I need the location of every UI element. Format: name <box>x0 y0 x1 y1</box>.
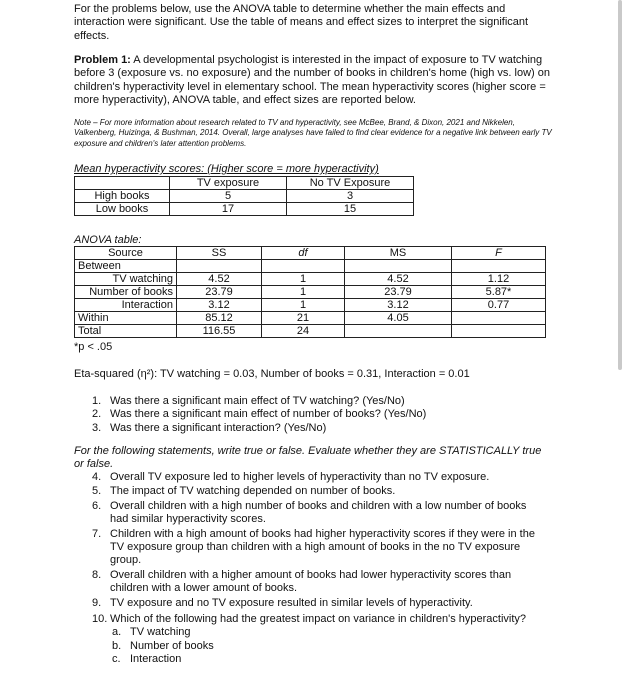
anova-source: Number of books <box>75 286 177 299</box>
anova-header-source: Source <box>75 247 177 260</box>
anova-cell <box>452 260 546 273</box>
means-cell: 3 <box>287 190 414 203</box>
anova-cell <box>345 260 452 273</box>
anova-source: Interaction <box>75 299 177 312</box>
list-item: 7. Children with a high amount of books had higher hyperactivity scores if they were in the TV exposure group than children with a high amount of books in the no TV exposure group. <box>92 527 535 567</box>
anova-cell: 24 <box>262 325 345 338</box>
list-item: c. Interaction <box>112 653 182 666</box>
anova-header-ms: MS <box>345 247 452 260</box>
means-cell: 17 <box>170 203 287 216</box>
means-row-label: Low books <box>75 203 170 216</box>
means-cell: 15 <box>287 203 414 216</box>
statement-list <box>92 471 547 611</box>
anova-cell <box>452 325 546 338</box>
means-col-notv: No TV Exposure <box>287 177 414 190</box>
anova-cell: 21 <box>262 312 345 325</box>
anova-cell <box>452 312 546 325</box>
anova-header-ss: SS <box>177 247 262 260</box>
list-item: 9. TV exposure and no TV exposure resulted in similar levels of hyperactivity. <box>92 596 473 609</box>
means-col-tv: TV exposure <box>170 177 287 190</box>
list-item: 2. Was there a significant main effect of number of books? (Yes/No) <box>92 408 427 421</box>
means-header-row <box>75 177 414 190</box>
list-item: 3. Was there a significant interaction? (Yes/No) <box>92 421 327 434</box>
problem-text: A developmental psychologist is interested in the impact of exposure to TV watching before 3 (exposure vs. no exposure) and the number of books in children's home (high vs. low) on children's hyperactivity level in elementary school. The mean hyperactivity scores (higher score = more hyperactivity), ANOVA table, and effect sizes are reported below. <box>74 54 550 107</box>
question-10-options <box>112 626 547 666</box>
table-row <box>75 286 546 299</box>
anova-cell: 4.05 <box>345 312 452 325</box>
true-false-instructions: For the following statements, write true or false. Evaluate whether they are STATISTICALLY true or false. <box>74 445 542 471</box>
list-item: 1. Was there a significant main effect of TV watching? (Yes/No) <box>92 395 405 407</box>
list-item: b. Number of books <box>112 639 214 652</box>
table-row <box>75 260 546 273</box>
list-item: 5. The impact of TV watching depended on number of books. <box>92 485 396 498</box>
significance-footnote: *p < .05 <box>74 341 113 353</box>
anova-cell: 5.87* <box>452 286 546 299</box>
means-table <box>74 176 414 216</box>
anova-cell: 0.77 <box>452 299 546 312</box>
anova-cell: 4.52 <box>345 273 452 286</box>
anova-cell: 85.12 <box>177 312 262 325</box>
table-row <box>75 273 546 286</box>
table-row <box>75 299 546 312</box>
list-item: 8. Overall children with a higher amount of books had lower hyperactivity scores than children with a lower amount of books. <box>92 568 512 595</box>
table-row <box>75 203 414 216</box>
question-10-stem: 10. Which of the following had the greatest impact on variance in children's hyperactivity? <box>92 613 527 625</box>
list-item: a. TV watching <box>112 626 191 639</box>
anova-cell: 1 <box>262 273 345 286</box>
means-row-label: High books <box>75 190 170 203</box>
list-item: 6. Overall children with a high number of books and children with a low number of books had similar hyperactivity scores. <box>92 499 527 526</box>
anova-between-label: Between <box>75 260 177 273</box>
anova-header-df: df <box>262 247 345 260</box>
anova-source: TV watching <box>75 273 177 286</box>
anova-cell: 3.12 <box>345 299 452 312</box>
anova-table <box>74 246 546 338</box>
list-item: 4. Overall TV exposure led to higher levels of hyperactivity than no TV exposure. <box>92 471 490 483</box>
anova-header-f: F <box>452 247 546 260</box>
anova-header-row <box>75 247 546 260</box>
intro-paragraph: For the problems below, use the ANOVA table to determine whether the main effects and interaction were significant. Use the table of means and effect sizes to interpret the significant effects. <box>74 3 529 42</box>
anova-source: Within <box>75 312 177 325</box>
anova-source: Total <box>75 325 177 338</box>
table-row <box>75 325 546 338</box>
problem-label: Problem 1: <box>74 54 131 66</box>
anova-cell <box>262 260 345 273</box>
anova-table-title: ANOVA table: <box>74 234 142 246</box>
anova-cell: 23.79 <box>345 286 452 299</box>
anova-cell: 116.55 <box>177 325 262 338</box>
question-list <box>92 395 542 435</box>
means-corner-cell <box>75 177 170 190</box>
question-10 <box>92 613 547 667</box>
table-row <box>75 190 414 203</box>
anova-cell: 1 <box>262 299 345 312</box>
anova-cell: 3.12 <box>177 299 262 312</box>
anova-cell <box>345 325 452 338</box>
anova-cell: 4.52 <box>177 273 262 286</box>
anova-cell <box>177 260 262 273</box>
table-row <box>75 312 546 325</box>
research-note: Note – For more information about research related to TV and hyperactivity, see McBee, Brand, & Dixon, 2021 and Nikkelen, Valkenberg, Huizinga, & Bushman, 2014. Overall, large analyses have failed to find clear evidence for a negative link between early TV exposure and children's later attention problems. <box>74 118 552 148</box>
problem-paragraph <box>74 54 554 108</box>
anova-cell: 1.12 <box>452 273 546 286</box>
eta-squared-line: Eta-squared (η²): TV watching = 0.03, Number of books = 0.31, Interaction = 0.01 <box>74 368 470 380</box>
scrollbar[interactable] <box>618 0 622 370</box>
anova-cell: 23.79 <box>177 286 262 299</box>
anova-cell: 1 <box>262 286 345 299</box>
means-table-title: Mean hyperactivity scores: (Higher score = more hyperactivity) <box>74 163 379 175</box>
means-cell: 5 <box>170 190 287 203</box>
